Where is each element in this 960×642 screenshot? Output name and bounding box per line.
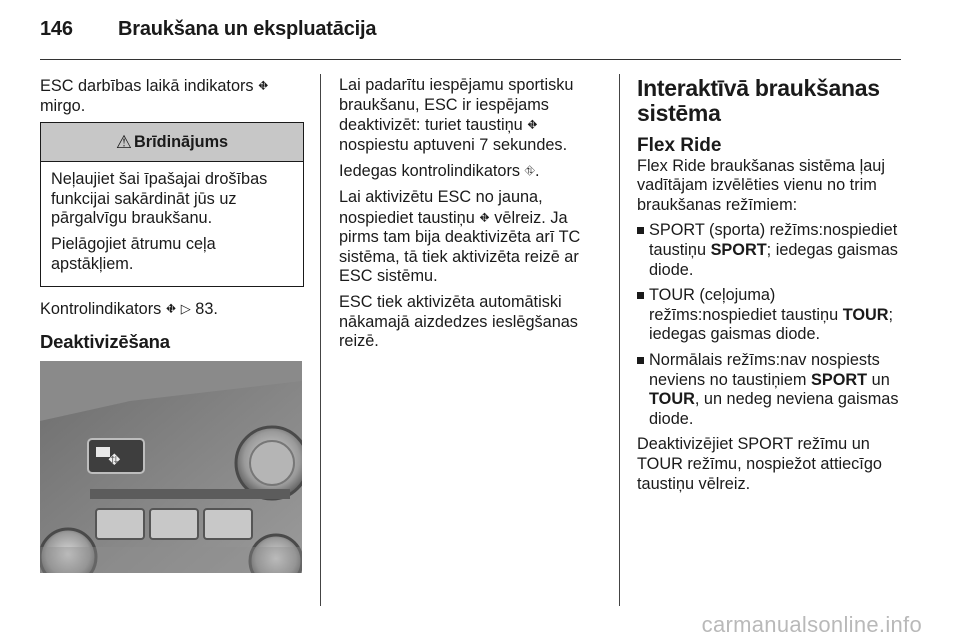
esc-car-icon: ⛖ xyxy=(527,117,538,133)
column-2 xyxy=(339,76,581,358)
watermark: carmanualsonline.info xyxy=(701,612,922,637)
flex-ride-heading: Flex Ride xyxy=(637,135,722,156)
list-item: Normālais režīms:nav nospiests neviens no taustiņiem SPORT un TOUR, un nedeg neviena gaismas diode. xyxy=(637,351,905,429)
list-item: TOUR (ceļojuma) režīms:nospiediet taustiņu TOUR; iedegas gaismas diode. xyxy=(637,286,905,345)
auto-activation-paragraph: ESC tiek aktivizēta automātiski nākamajā aizdedzes ieslēgšanas reizē. xyxy=(339,292,578,351)
warning-text-2: Pielāgojiet ātrumu ceļa apstākļiem. xyxy=(51,234,216,273)
esc-car-icon: ⛖ xyxy=(165,301,177,317)
warning-triangle-icon: ⚠ xyxy=(115,132,133,153)
esc-button-photo xyxy=(40,361,302,573)
esc-intro-paragraph: ESC darbības laikā indikators ⛖ mirgo. xyxy=(40,77,269,115)
svg-text:⛖: ⛖ xyxy=(108,450,121,470)
mode-list xyxy=(637,221,905,429)
deactivate-modes-paragraph: Deaktivizējiet SPORT režīmu un TOUR režīmu, nospiežot attiecīgo taustiņu vēlreiz. xyxy=(637,435,882,493)
esc-car-icon: ⛖ xyxy=(258,78,269,93)
reactivate-paragraph: Lai aktivizētu ESC no jauna, nospiediet taustiņu ⛖ vēlreiz. Ja pirms tam bija deaktivizēta arī TC sistēma, tā tiek aktivizēta reizē ar ESC sistēmu. xyxy=(339,187,581,286)
column-3 xyxy=(637,76,905,500)
esc-off-icon: ⛗ xyxy=(524,163,535,179)
deactivate-paragraph: Lai padarītu iespējamu sportisku braukšanu, ESC ir iespējams deaktivizēt: turiet taustiņu ⛖ nospiestu aptuveni 7 sekundes. xyxy=(339,76,574,154)
warning-body xyxy=(41,162,303,286)
list-item: SPORT (sporta) režīms:nospiediet taustiņu SPORT; iedegas gaismas diode. xyxy=(637,221,905,280)
deactivation-heading: Deaktivizēšana xyxy=(40,330,170,352)
warning-header: ⚠ Brīdinājums xyxy=(41,123,303,162)
indicator-lights-paragraph: Iedegas kontrolindikators ⛗. xyxy=(339,162,540,181)
column-1 xyxy=(40,76,304,573)
column-divider-1 xyxy=(320,74,321,606)
warning-box xyxy=(40,122,304,287)
flex-ride-intro: Flex Ride braukšanas sistēma ļauj vadītājam izvēlēties vienu no trim braukšanas režīmiem: xyxy=(637,156,885,214)
indicator-reference: Kontrolindikators ⛖ ▷ 83. xyxy=(40,300,218,319)
page-number: 146 xyxy=(40,18,73,40)
section-heading: Interaktīvā braukšanas sistēma xyxy=(637,75,880,126)
page-ref-arrow-icon: ▷ xyxy=(180,301,191,317)
chapter-title: Braukšana un ekspluatācija xyxy=(118,18,377,40)
esc-car-icon: ⛖ xyxy=(479,209,490,225)
header-rule xyxy=(40,59,901,60)
warning-text-1: Neļaujiet šai īpašajai drošības funkcijai sakārdināt jūs uz pārgalvīgu braukšanu. xyxy=(51,170,268,228)
dashboard-photo-illustration xyxy=(40,361,302,573)
column-divider-2 xyxy=(619,74,620,606)
